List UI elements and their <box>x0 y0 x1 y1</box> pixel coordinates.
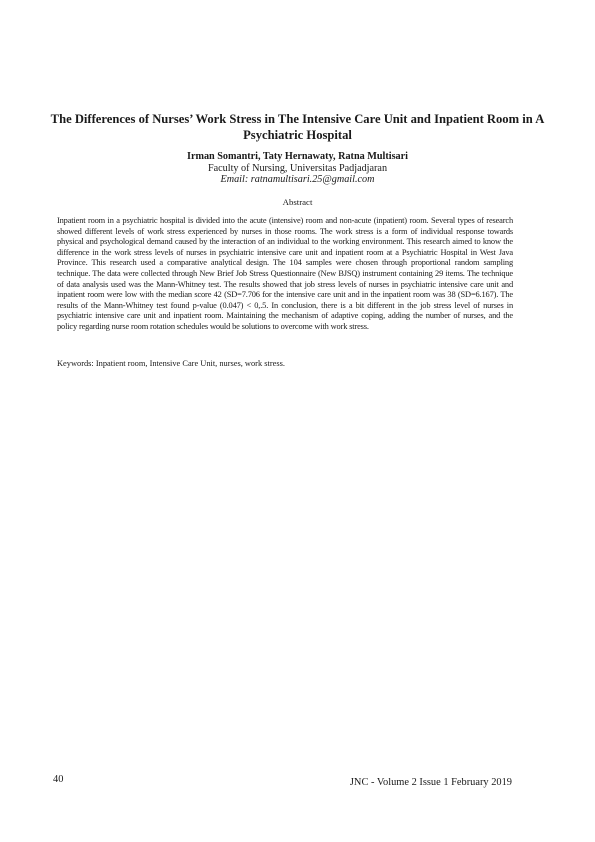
author-affiliation: Faculty of Nursing, Universitas Padjadjaran <box>207 162 388 174</box>
author-email: Email: ratnamultisari.25@gmail.com <box>220 174 375 186</box>
footer-journal-info: JNC - Volume 2 Issue 1 February 2019 <box>349 777 512 788</box>
author-names: Irman Somantri, Taty Hernawaty, Ratna Multisari <box>186 151 408 162</box>
keywords: Keywords: Inpatient room, Intensive Care Unit, nurses, work stress. <box>57 359 285 368</box>
author-block <box>40 151 555 186</box>
abstract-heading: Abstract <box>282 197 313 207</box>
page-number: 40 <box>53 774 64 785</box>
abstract-body: Inpatient room in a psychiatric hospital is divided into the acute (intensive) room and non-acute (inpatient) room. Several types of research showed different levels of work stress experienced by nurses in those rooms. The work stress is a form of individual response towards physical and psychological demand caused by the interaction of an individual to the working environment. This research aimed to know the difference in the work stress levels of nurses in psychiatric intensive care unit and inpatient room at a Psychiatric Hospital in West Java Province. This research used a comparative analytical design. The 104 samples were chosen through proportional random sampling technique. The data were collected through New Brief Job Stress Questionnaire (New BJSQ) instrument containing 29 items. The technique of data analysis used was the Mann-Whitney test. The results showed that job stress levels of nurses in psychiatric intensive care unit and inpatient room were low with the median score 42 (SD=7.706 for the intensive care unit and in the inpatient room was 38 (SD=6.167). The results of the Mann-Whitney test found p-value (0.047) < 0,.5. In conclusion, there is a bit different in the job stress level of nurses in psychiatric intensive care unit and inpatient room. Maintaining the mechanism of adaptive coping, adding the number of nurses, and the policy regarding nurse room rotation schedules would be solutions to overcome with work stress. <box>57 216 513 331</box>
paper-title: The Differences of Nurses’ Work Stress in The Intensive Care Unit and Inpatient Room in A Psychiatric Hospital <box>50 112 545 142</box>
